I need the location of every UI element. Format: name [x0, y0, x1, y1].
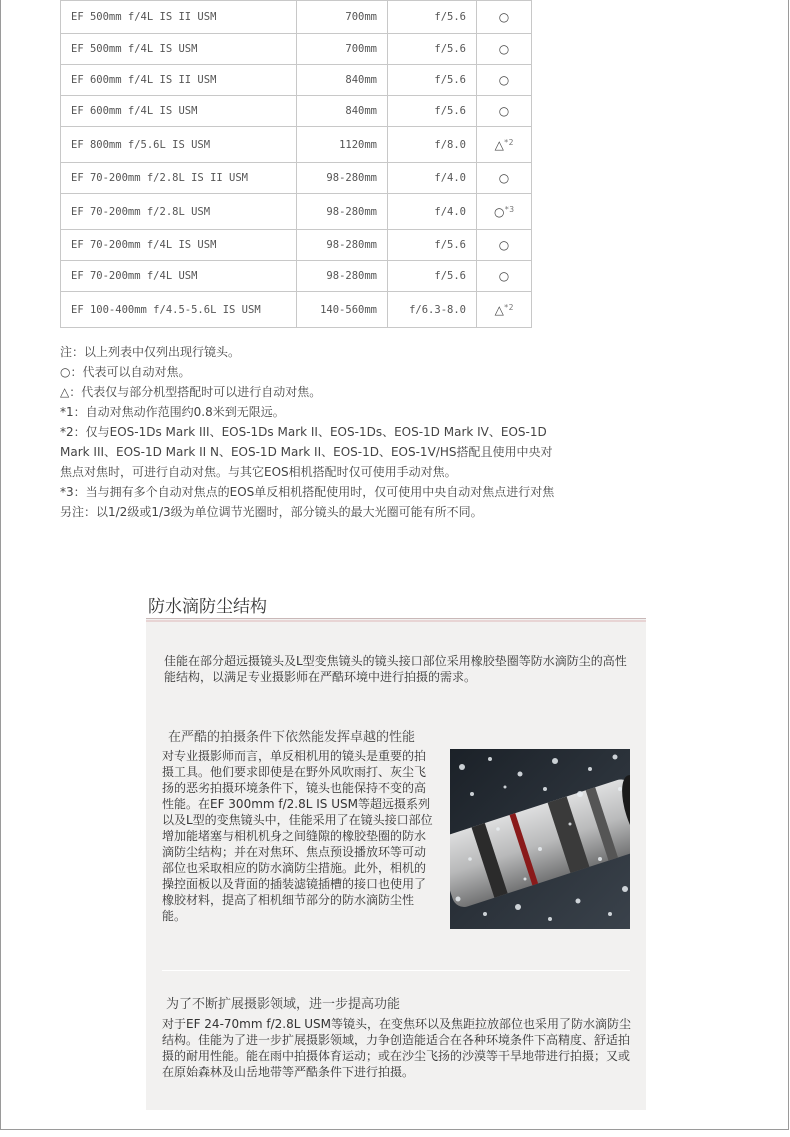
footnote: *2：仅与EOS-1Ds Mark III、EOS-1Ds Mark II、EOS-1Ds、EOS-1D Mark IV、EOS-1D Mark III、EOS-1D Mark II N、EOS-1D Mark II、EOS-1D、EOS-1V/HS搭配且使用中央对焦点对焦时，可进行自动对焦。与其它EOS相机搭配时仅可使用手动对焦。: [60, 425, 553, 479]
focal-length: 140-560mm: [297, 292, 388, 328]
section-title: 防水滴防尘结构: [148, 597, 267, 617]
lens-name: EF 70-200mm f/4L IS USM: [61, 230, 297, 261]
lens-in-rain-photo: [450, 749, 630, 929]
extender-compatibility-table: [60, 0, 532, 328]
af-symbol: ○: [493, 204, 505, 219]
footnote: 注：以上列表中仅列出现行镜头。: [60, 345, 241, 359]
af-cell: [477, 261, 532, 292]
max-aperture: f/5.6: [388, 96, 477, 127]
panel-header: [146, 596, 646, 618]
af-symbol: ○: [498, 269, 510, 283]
af-cell: [477, 194, 532, 230]
subheading: 在严酷的拍摄条件下依然能发挥卓越的性能: [168, 730, 416, 745]
table-row: [61, 230, 532, 261]
page-frame-right: [788, 0, 789, 1130]
table-row: [61, 163, 532, 194]
af-symbol: △: [494, 302, 504, 317]
focal-length: 700mm: [297, 34, 388, 65]
page-frame-left: [0, 0, 1, 1130]
af-symbol: ○: [498, 238, 510, 252]
lens-name: EF 70-200mm f/2.8L IS II USM: [61, 163, 297, 194]
max-aperture: f/6.3-8.0: [388, 292, 477, 328]
table-row: [61, 96, 532, 127]
table-row: [61, 127, 532, 163]
lens-name: EF 500mm f/4L IS USM: [61, 34, 297, 65]
focal-length: 98-280mm: [297, 230, 388, 261]
af-symbol: ○: [498, 171, 510, 185]
focal-length: 1120mm: [297, 127, 388, 163]
lens-name: EF 600mm f/4L IS II USM: [61, 65, 297, 96]
section-intro: 佳能在部分超远摄镜头及L型变焦镜头的镜头接口部位采用橡胶垫圈等防水滴防尘的高性能结构，以满足专业摄影师在严酷环境中进行拍摄的需求。: [164, 654, 627, 684]
feature-panel: [146, 596, 646, 1110]
af-note: *2: [503, 302, 514, 312]
table-row: [61, 34, 532, 65]
lens-name: EF 100-400mm f/4.5-5.6L IS USM: [61, 292, 297, 328]
focal-length: 98-280mm: [297, 163, 388, 194]
footnote: *1：自动对焦动作范围约0.8米到无限远。: [60, 405, 285, 419]
body-text: 对专业摄影师而言，单反相机用的镜头是重要的拍摄工具。他们要求即使是在野外风吹雨打、灰尘飞扬的恶劣拍摄环境条件下，镜头也能保持不变的高性能。在EF 300mm f/2.8L IS USM等超远摄系列以及L型的变焦镜头中，佳能采用了在镜头接口部位增加能堵塞与相机机身之间缝隙的橡胶垫圈的防水滴防尘结构；并在对焦环、焦点预设播放环等可动部位也采取相应的防水滴防尘措施。此外，相机的操控面板以及背面的插装滤镜插槽的接口也使用了橡胶材料，提高了相机细节部分的防水滴防尘性能。: [162, 749, 433, 923]
lens-name: EF 70-200mm f/2.8L USM: [61, 194, 297, 230]
af-cell: [477, 127, 532, 163]
lens-name: EF 600mm f/4L IS USM: [61, 96, 297, 127]
max-aperture: f/5.6: [388, 230, 477, 261]
af-cell: [477, 230, 532, 261]
af-symbol: ○: [498, 104, 510, 118]
af-cell: [477, 96, 532, 127]
max-aperture: f/5.6: [388, 1, 477, 34]
max-aperture: f/4.0: [388, 163, 477, 194]
footnote: ○：代表可以自动对焦。: [60, 365, 191, 379]
lens-name: EF 70-200mm f/4L USM: [61, 261, 297, 292]
title-underline-shadow: [146, 620, 646, 622]
af-note: *2: [503, 137, 514, 147]
focal-length: 840mm: [297, 96, 388, 127]
max-aperture: f/5.6: [388, 261, 477, 292]
max-aperture: f/8.0: [388, 127, 477, 163]
footnote: 另注：以1/2级或1/3级为单位调节光圈时，部分镜头的最大光圈可能有所不同。: [60, 505, 483, 519]
af-cell: [477, 65, 532, 96]
af-symbol: ○: [498, 42, 510, 56]
af-symbol: ○: [498, 10, 510, 24]
table-footnotes: [60, 342, 555, 522]
max-aperture: f/4.0: [388, 194, 477, 230]
body-text: 对于EF 24-70mm f/2.8L USM等镜头，在变焦环以及焦距拉放部位也采用了防水滴防尘结构。佳能为了进一步扩展摄影领域，力争创造能适合在各种环境条件下高精度、舒适拍摄的耐用性能。能在雨中拍摄体育运动；或在沙尘飞扬的沙漠等干旱地带进行拍摄；又或在原始森林及山岳地带等严酷条件下进行拍摄。: [162, 1017, 631, 1079]
focal-length: 98-280mm: [297, 194, 388, 230]
footnote: *3：当与拥有多个自动对焦点的EOS单反相机搭配使用时，仅可使用中央自动对焦点进行对焦: [60, 485, 555, 499]
focal-length: 700mm: [297, 1, 388, 34]
af-cell: [477, 292, 532, 328]
title-underline: [146, 618, 646, 619]
table-row: [61, 292, 532, 328]
af-symbol: △: [494, 137, 504, 152]
lens-name: EF 500mm f/4L IS II USM: [61, 1, 297, 34]
max-aperture: f/5.6: [388, 65, 477, 96]
focal-length: 98-280mm: [297, 261, 388, 292]
subheading: 为了不断扩展摄影领域，进一步提高功能: [166, 997, 401, 1012]
footnote: △：代表仅与部分机型搭配时可以进行自动对焦。: [60, 385, 322, 399]
focal-length: 840mm: [297, 65, 388, 96]
af-note: *3: [504, 204, 515, 214]
lens-name: EF 800mm f/5.6L IS USM: [61, 127, 297, 163]
table-row: [61, 261, 532, 292]
page-frame-bottom: [0, 1129, 789, 1130]
max-aperture: f/5.6: [388, 34, 477, 65]
af-symbol: ○: [498, 73, 510, 87]
table-row: [61, 194, 532, 230]
table-row: [61, 65, 532, 96]
table-row: [61, 1, 532, 34]
section-divider: [162, 970, 630, 971]
af-cell: [477, 1, 532, 34]
lens-in-rain-illustration: [450, 749, 630, 929]
af-cell: [477, 163, 532, 194]
af-cell: [477, 34, 532, 65]
